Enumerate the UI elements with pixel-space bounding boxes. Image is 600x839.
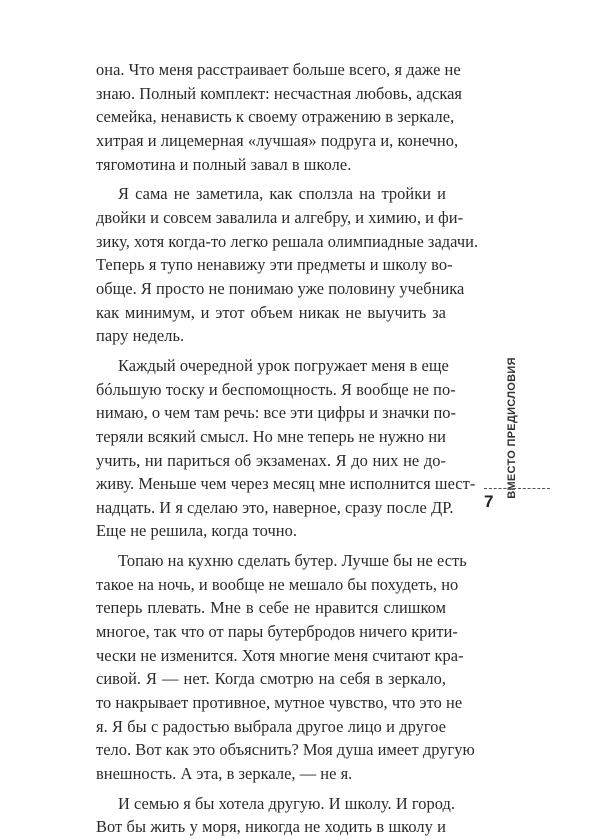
- text-line: зику, хотя когда-то легко решала олимпиадные задачи.: [96, 231, 479, 251]
- text-line: такое на ночь, и вообще не мешало бы похудеть, но: [96, 574, 459, 594]
- text-line: пару недель.: [96, 326, 185, 346]
- paragraph-2: [96, 182, 479, 348]
- text-line: И семью я бы хотела другую. И школу. И город.: [118, 793, 456, 813]
- text-line: Каждый очередной урок погружает меня в еще: [118, 355, 449, 375]
- text-line: живу. Меньше чем через месяц мне исполнится шест-: [96, 474, 476, 494]
- text-line: тело. Вот как это объяснить? Моя душа имеет другую: [96, 740, 475, 760]
- text-line: надцать. И я сделаю это, наверное, сразу после ДР.: [96, 497, 454, 517]
- text-line: Еще не решила, когда точно.: [96, 521, 297, 541]
- paragraph-3: [96, 354, 476, 543]
- text-line: Топаю на кухню сделать бутер. Лучше бы не есть: [118, 551, 467, 571]
- text-line: я. Я бы с радостью выбрала другое лицо и другое: [96, 716, 446, 736]
- text-line: знаю. Полный комплект: несчастная любовь, адская: [96, 83, 463, 103]
- text-line: Теперь я тупо ненавижу эти предметы и школу во-: [96, 255, 453, 275]
- text-line: многое, так что от пары бутербродов ничего крити-: [96, 622, 458, 642]
- text-line: внешность. А эта, в зеркале, — не я.: [96, 764, 353, 784]
- text-line: тягомотина и полный завал в школе.: [96, 154, 352, 174]
- text-line: нимаю, о чем там речь: все эти цифры и значки по-: [96, 403, 457, 423]
- text-line: то накрывает противное, мутное чувство, что это не: [96, 693, 463, 713]
- text-line: Вот бы жить у моря, никогда не ходить в школу и: [96, 817, 446, 837]
- text-line: чески не изменится. Хотя многие меня считают кра-: [96, 645, 464, 665]
- text-line: двойки и совсем завалила и алгебру, и химию, и фи-: [96, 207, 464, 227]
- text-line: обще. Я просто не понимаю уже половину учебника: [96, 278, 465, 298]
- text-line: сивой. Я — нет. Когда смотрю на себя в зеркало,: [96, 669, 446, 689]
- dashed-divider: [484, 488, 550, 489]
- text-line: теряли всякий смысл. Но мне теперь не нужно ни: [96, 426, 446, 446]
- text-line: теперь плевать. Мне в себе не нравится слишком: [96, 598, 446, 618]
- text-line: как минимум, и этот объем никак не выучить за: [96, 302, 446, 322]
- text-line: хитрая и лицемерная «лучшая» подруга и, конечно,: [96, 130, 459, 150]
- text-line: бóльшую тоску и беспомощность. Я вообще не по-: [96, 379, 456, 399]
- text-line: она. Что меня расстраивает больше всего, я даже не: [96, 60, 461, 79]
- running-head-text: ВМЕСТО ПРЕДИСЛОВИЯ: [506, 357, 518, 499]
- page-number: 7: [484, 492, 494, 511]
- running-head: [472, 357, 552, 499]
- paragraph-5: [96, 792, 456, 839]
- text-line: учить, ни париться об экзаменах. Я до них не до-: [96, 450, 446, 470]
- page-text: [96, 58, 479, 839]
- paragraph-1: [96, 58, 463, 176]
- paragraph-4: [96, 549, 475, 786]
- text-line: семейка, ненависть к своему отражению в зеркале,: [96, 107, 455, 127]
- text-line: Я сама не заметила, как сползла на тройки и: [118, 184, 446, 204]
